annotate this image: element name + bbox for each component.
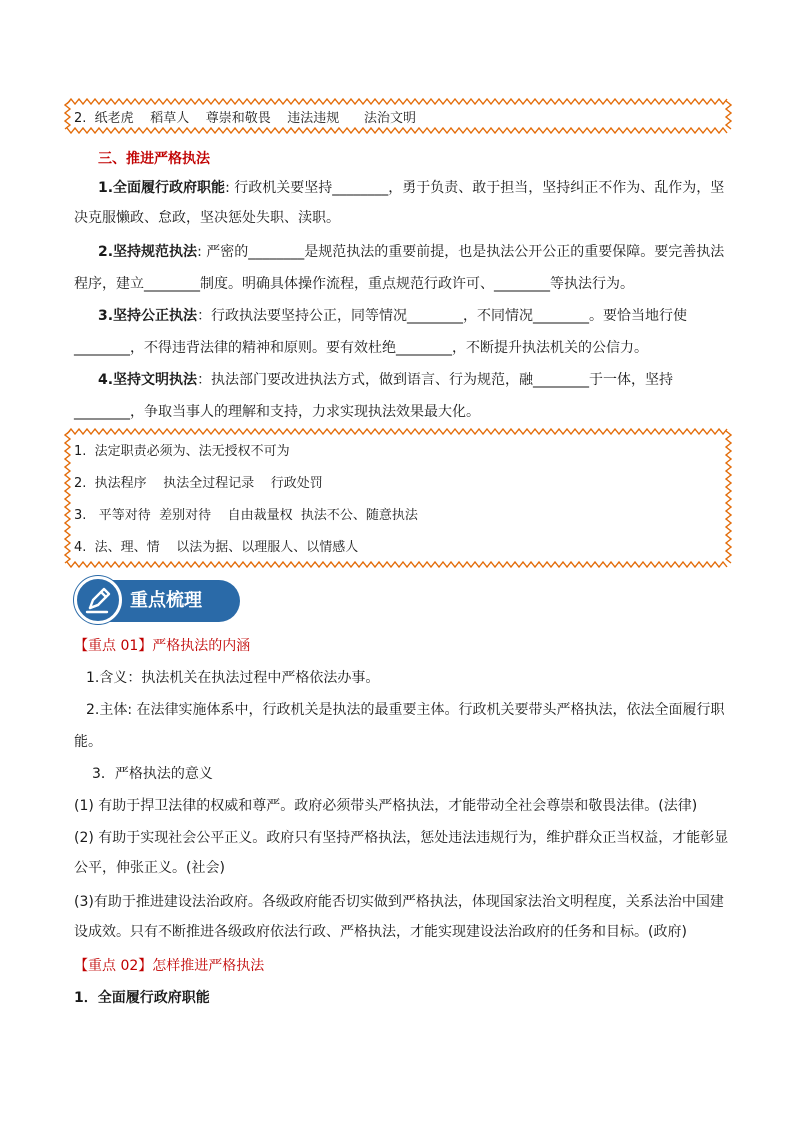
section-title: 三、推进严格执法: [98, 151, 210, 167]
key-point-01-item-3: 3．严格执法的意义: [92, 766, 213, 782]
banner-title: 重点梳理: [130, 590, 202, 611]
answer-line: 3. 平等对待 差别对待 自由裁量权 执法不公、随意执法: [74, 508, 418, 523]
key-point-01-item-1: 1.含义：执法机关在执法过程中严格依法办事。: [86, 670, 380, 686]
zigzag-edge: [65, 101, 70, 129]
paragraph-4-text: ：执法部门要改进执法方式，做到语言、行为规范，融________于一体，坚持: [197, 372, 674, 388]
answer-line: 2. 执法程序 执法全过程记录 行政处罚: [74, 476, 323, 491]
answer-box-bottom: [64, 428, 732, 568]
paragraph-3-text: ：行政执法要坚持公正，同等情况________，不同情况________。要恰当地行使: [197, 308, 688, 324]
key-point-title: 怎样推进严格执法: [152, 958, 265, 974]
key-point-tag: 【重点 01】: [74, 638, 153, 654]
paragraph-1-line-1: [98, 178, 724, 198]
paragraph-3-line-1: [98, 306, 687, 326]
significance-2: (2) 有助于实现社会公平正义。政府只有坚持严格执法，惩处违法违规行为，维护群众正当权益，才能彰显: [74, 830, 729, 846]
significance-3: (3)有助于推进建设法治政府。各级政府能否切实做到严格执法，体现国家法治文明程度，关系法治中国建: [74, 894, 724, 910]
pencil-icon: [74, 576, 122, 624]
paragraph-4-heading: 4.坚持文明执法: [98, 372, 198, 388]
answer-box-top: [64, 98, 732, 134]
paragraph-1-text: : 行政机关要坚持________，勇于负责、敢于担当，坚持纠正不作为、乱作为，坚: [225, 180, 725, 196]
paragraph-2-text: : 严密的________是规范执法的重要前提，也是执法公开公正的重要保障。要完善执法: [197, 244, 725, 260]
paragraph-1-line-2: 决克服懒政、怠政，坚决惩处失职、渎职。: [74, 210, 340, 226]
significance-2-cont: 公平，伸张正义。(社会): [74, 860, 225, 876]
key-point-02-item-1: 1．全面履行政府职能: [74, 990, 210, 1006]
zigzag-edge: [67, 562, 727, 567]
answer-line: 4. 法、理、情 以法为据、以理服人、以情感人: [74, 540, 359, 555]
paragraph-3-line-2: ________，不得违背法律的精神和原则。要有效杜绝________，不断提升执法机关的公信力。: [74, 340, 648, 356]
paragraph-1-heading: 1.全面履行政府职能: [98, 180, 226, 196]
paragraph-2-line-2: 程序，建立________制度。明确具体操作流程，重点规范行政许可、________等执法行为。: [74, 276, 634, 292]
paragraph-4-line-1: [98, 370, 673, 390]
key-point-01-heading: [74, 636, 250, 656]
key-points-banner: [74, 576, 240, 624]
paragraph-2-heading: 2.坚持规范执法: [98, 244, 198, 260]
zigzag-edge: [67, 429, 727, 434]
zigzag-edge: [65, 431, 70, 563]
answer-line: 1. 法定职责必须为、法无授权不可为: [74, 444, 290, 459]
zigzag-edge: [67, 99, 727, 104]
zigzag-edge: [726, 101, 731, 129]
zigzag-edge: [67, 128, 727, 133]
key-point-title: 严格执法的内涵: [152, 638, 251, 654]
key-point-tag: 【重点 02】: [74, 958, 153, 974]
significance-1: (1) 有助于捍卫法律的权威和尊严。政府必须带头严格执法，才能带动全社会尊崇和敬畏法律。(法律): [74, 798, 698, 814]
paragraph-3-heading: 3.坚持公正执法: [98, 308, 198, 324]
zigzag-edge: [726, 431, 731, 563]
significance-3-cont: 设成效。只有不断推进各级政府依法行政、严格执法，才能实现建设法治政府的任务和目标。(政府): [74, 924, 687, 940]
key-point-02-heading: [74, 956, 264, 976]
paragraph-2-line-1: [98, 242, 724, 262]
paragraph-4-line-2: ________，争取当事人的理解和支持，力求实现执法效果最大化。: [74, 404, 480, 420]
key-point-01-item-2-cont: 能。: [74, 734, 102, 750]
answer-line: 2. 纸老虎 稻草人 尊崇和敬畏 违法违规 法治文明: [74, 111, 417, 126]
key-point-01-item-2: 2.主体: 在法律实施体系中，行政机关是执法的最重要主体。行政机关要带头严格执法，依法全面履行职: [86, 702, 725, 718]
